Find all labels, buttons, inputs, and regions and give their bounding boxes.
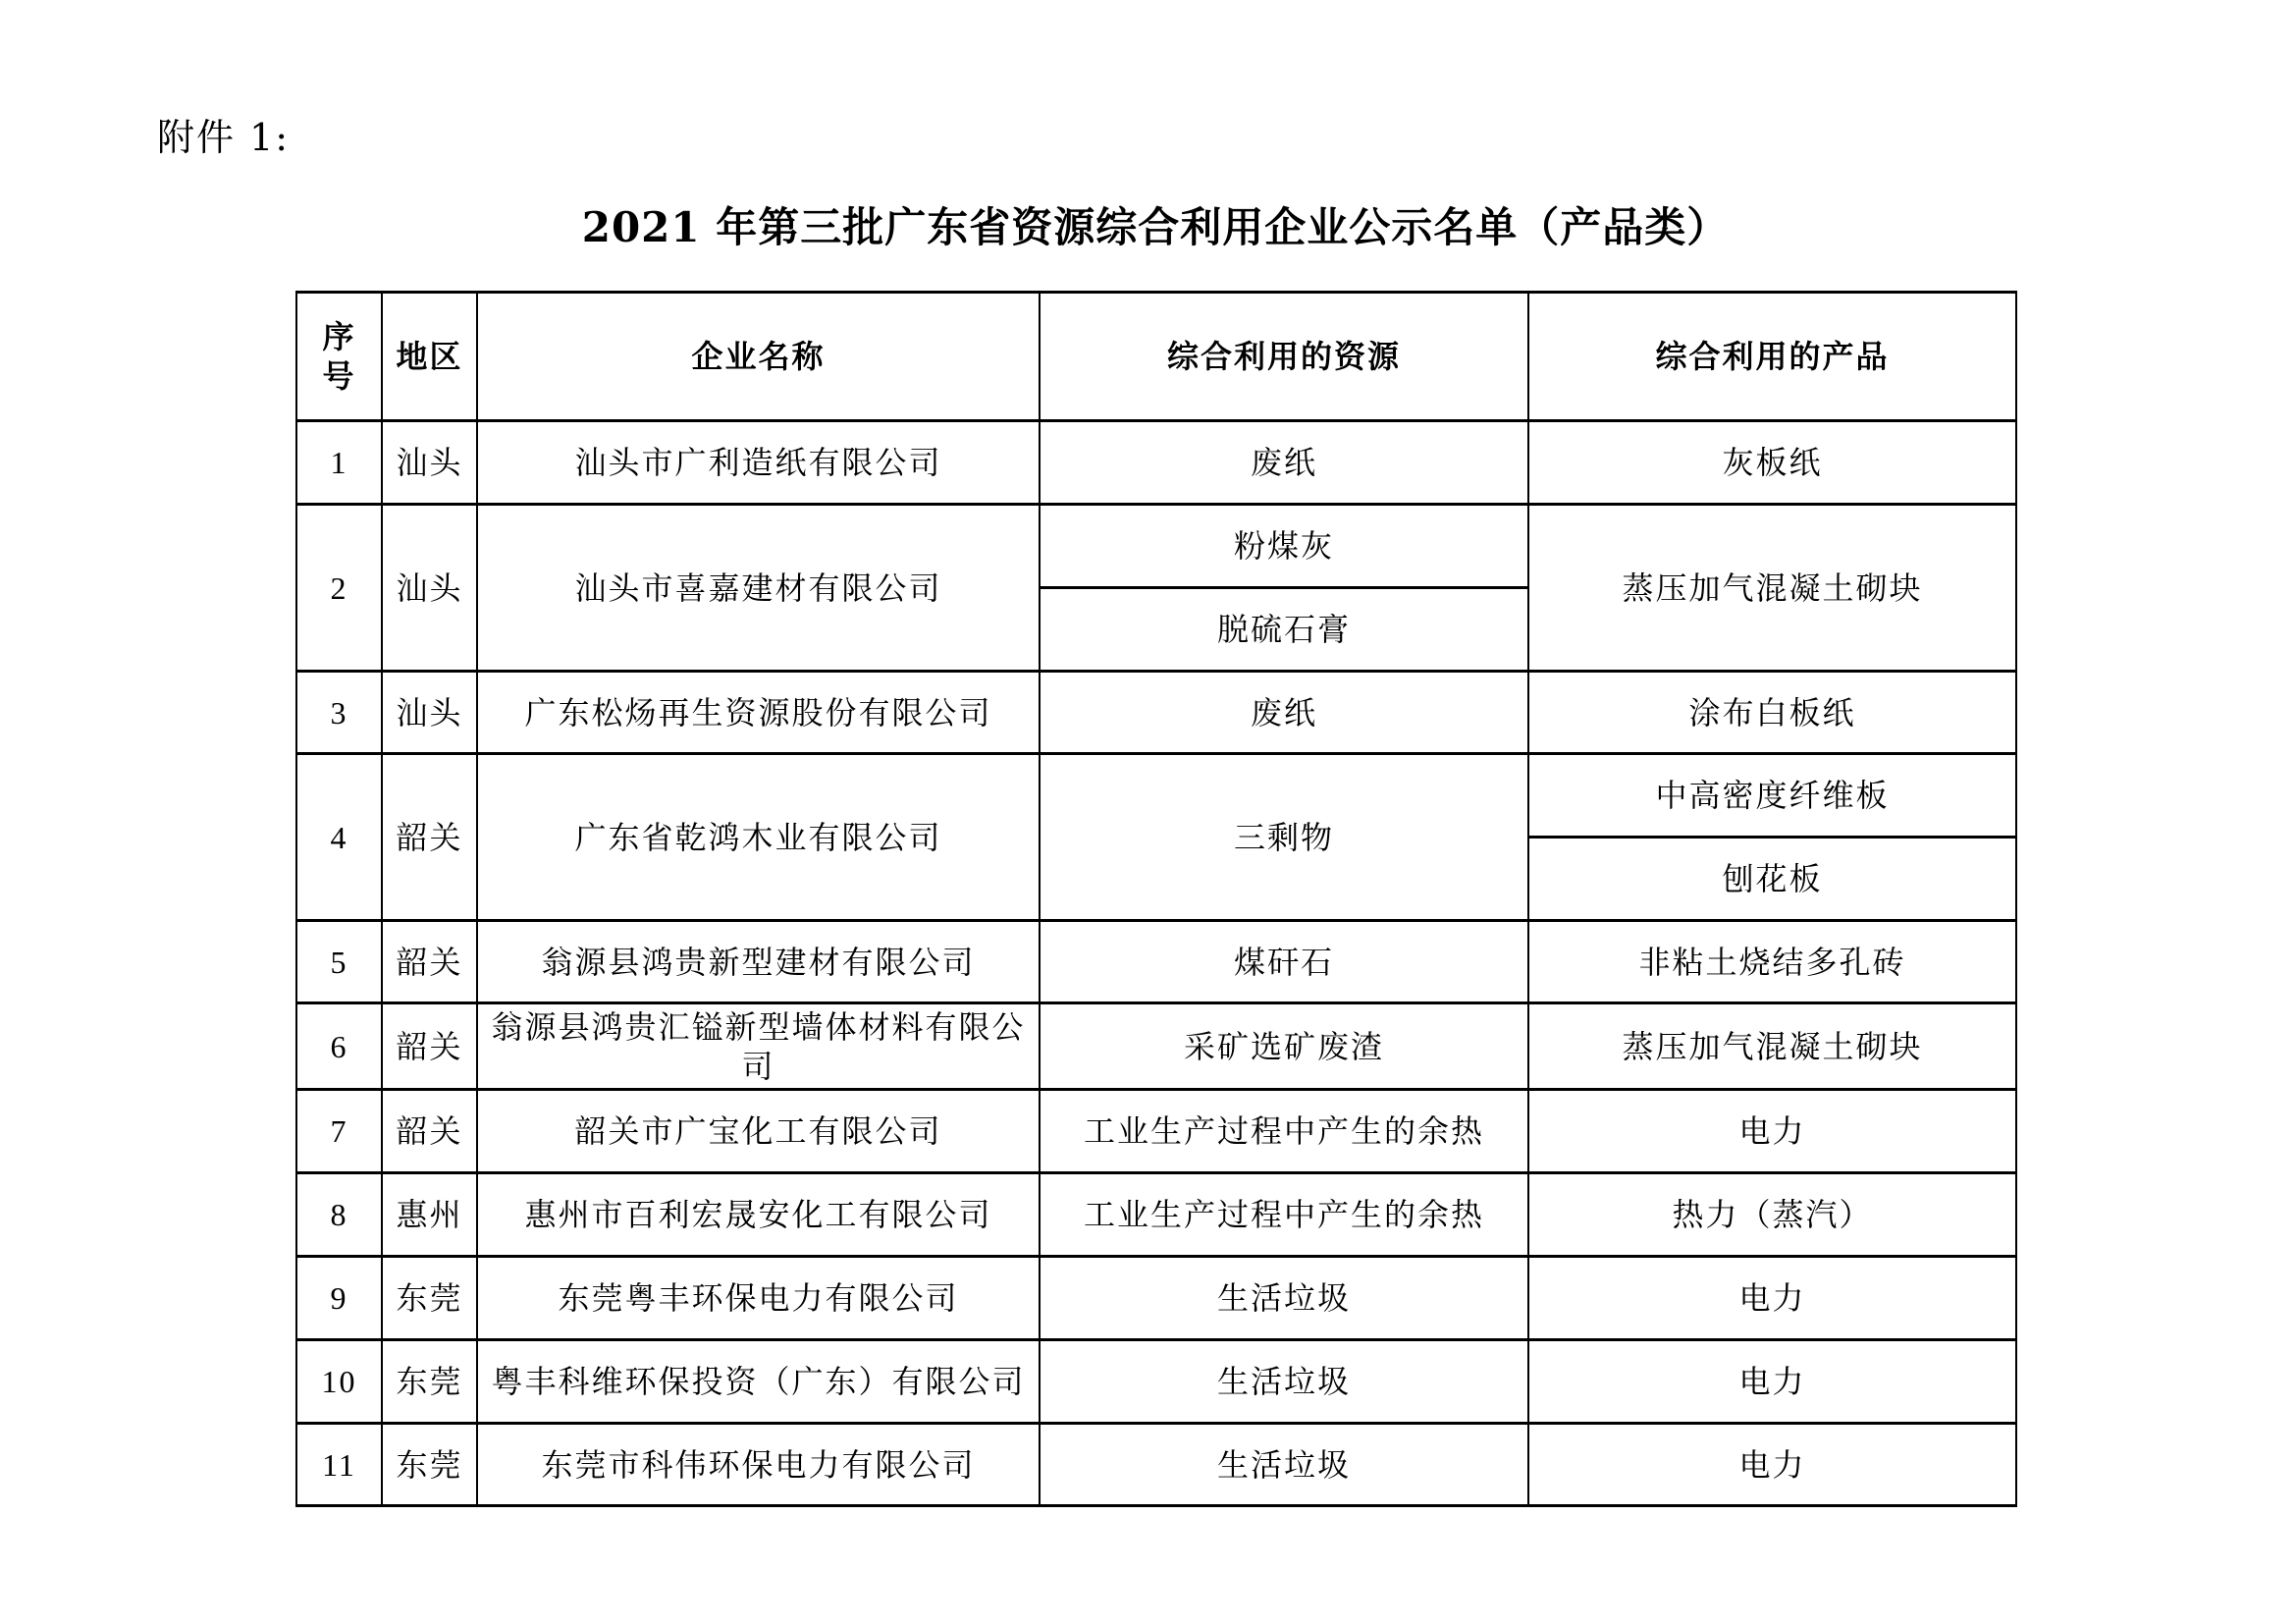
cell-resource: 生活垃圾: [1040, 1257, 1528, 1340]
cell-product: 刨花板: [1528, 838, 2016, 921]
header-seq: [296, 293, 382, 421]
cell-product: 中高密度纤维板: [1528, 754, 2016, 838]
cell-region: 东莞: [382, 1424, 477, 1506]
header-resource: 综合利用的资源: [1040, 293, 1528, 421]
cell-product: 电力: [1528, 1340, 2016, 1424]
cell-resource: 废纸: [1040, 421, 1528, 505]
table-row: [296, 1090, 2016, 1173]
table-row: [296, 1424, 2016, 1506]
cell-resource: 废纸: [1040, 672, 1528, 754]
cell-resource: 粉煤灰: [1040, 505, 1528, 588]
cell-product: 蒸压加气混凝土砌块: [1528, 1003, 2016, 1090]
cell-seq: 6: [296, 1003, 382, 1090]
cell-company: 汕头市广利造纸有限公司: [477, 421, 1040, 505]
attachment-label: 附件 1:: [157, 116, 291, 159]
table-row: [296, 1340, 2016, 1424]
table-row: [296, 1257, 2016, 1340]
cell-region: 韶关: [382, 754, 477, 921]
cell-company: 东莞市科伟环保电力有限公司: [477, 1424, 1040, 1506]
table-row: [296, 421, 2016, 505]
cell-resource: 工业生产过程中产生的余热: [1040, 1173, 1528, 1257]
cell-seq: 11: [296, 1424, 382, 1506]
cell-product: 热力（蒸汽）: [1528, 1173, 2016, 1257]
cell-company: 汕头市喜嘉建材有限公司: [477, 505, 1040, 672]
table-row: [296, 921, 2016, 1003]
table-body: [296, 421, 2016, 1506]
cell-resource: 生活垃圾: [1040, 1340, 1528, 1424]
cell-product: 非粘土烧结多孔砖: [1528, 921, 2016, 1003]
cell-region: 韶关: [382, 1003, 477, 1090]
cell-company: 广东省乾鸿木业有限公司: [477, 754, 1040, 921]
cell-product: 电力: [1528, 1257, 2016, 1340]
cell-resource: 煤矸石: [1040, 921, 1528, 1003]
cell-company: 粤丰科维环保投资（广东）有限公司: [477, 1340, 1040, 1424]
cell-company: 广东松炀再生资源股份有限公司: [477, 672, 1040, 754]
table-header-row: [296, 293, 2016, 421]
cell-region: 汕头: [382, 421, 477, 505]
cell-company: 翁源县鸿贵汇镒新型墙体材料有限公司: [477, 1003, 1040, 1090]
cell-product: 蒸压加气混凝土砌块: [1528, 505, 2016, 672]
cell-seq: 4: [296, 754, 382, 921]
table-row: [296, 505, 2016, 588]
cell-region: 汕头: [382, 505, 477, 672]
cell-region: 东莞: [382, 1340, 477, 1424]
enterprise-list-table: [295, 291, 2017, 1507]
cell-seq: 1: [296, 421, 382, 505]
cell-resource: 三剩物: [1040, 754, 1528, 921]
cell-region: 汕头: [382, 672, 477, 754]
document-title: 2021 年第三批广东省资源综合利用企业公示名单（产品类）: [581, 203, 1730, 251]
table-row: [296, 1003, 2016, 1090]
cell-company: 韶关市广宝化工有限公司: [477, 1090, 1040, 1173]
cell-seq: 2: [296, 505, 382, 672]
cell-seq: 7: [296, 1090, 382, 1173]
cell-product: 灰板纸: [1528, 421, 2016, 505]
header-product: 综合利用的产品: [1528, 293, 2016, 421]
cell-company: 翁源县鸿贵新型建材有限公司: [477, 921, 1040, 1003]
cell-region: 惠州: [382, 1173, 477, 1257]
cell-resource: 采矿选矿废渣: [1040, 1003, 1528, 1090]
cell-resource: 工业生产过程中产生的余热: [1040, 1090, 1528, 1173]
header-seq-line2: 号: [322, 357, 356, 395]
cell-product: 电力: [1528, 1424, 2016, 1506]
table-row: [296, 1173, 2016, 1257]
header-seq-line1: 序: [322, 318, 356, 355]
table-row: [296, 672, 2016, 754]
cell-resource: 生活垃圾: [1040, 1424, 1528, 1506]
cell-product: 电力: [1528, 1090, 2016, 1173]
cell-seq: 3: [296, 672, 382, 754]
cell-product: 涂布白板纸: [1528, 672, 2016, 754]
cell-region: 韶关: [382, 921, 477, 1003]
header-company: 企业名称: [477, 293, 1040, 421]
cell-company: 东莞粤丰环保电力有限公司: [477, 1257, 1040, 1340]
cell-seq: 10: [296, 1340, 382, 1424]
table-row: [296, 754, 2016, 838]
cell-seq: 5: [296, 921, 382, 1003]
cell-region: 韶关: [382, 1090, 477, 1173]
cell-seq: 9: [296, 1257, 382, 1340]
header-region: 地区: [382, 293, 477, 421]
cell-seq: 8: [296, 1173, 382, 1257]
cell-resource: 脱硫石膏: [1040, 588, 1528, 672]
cell-company: 惠州市百利宏晟安化工有限公司: [477, 1173, 1040, 1257]
cell-region: 东莞: [382, 1257, 477, 1340]
